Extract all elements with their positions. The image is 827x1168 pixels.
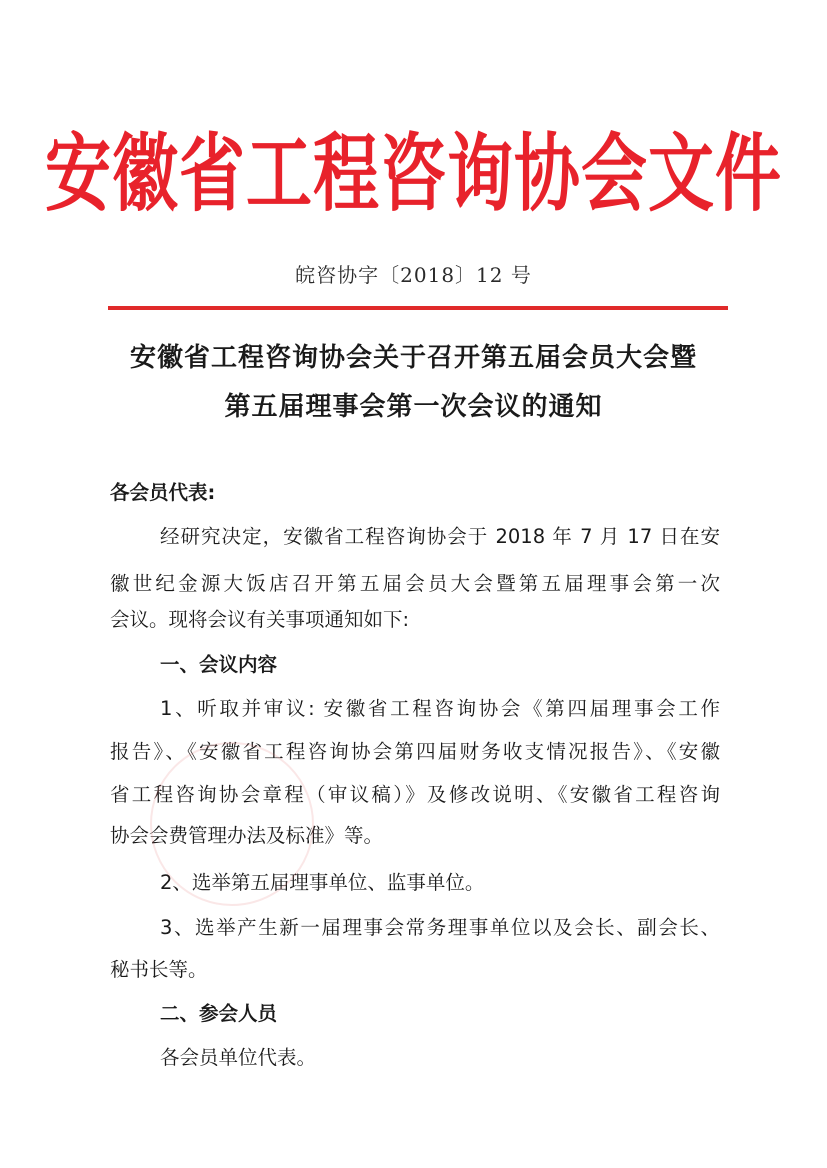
item-1-line: 协会会费管理办法及标准》等。 (110, 824, 384, 847)
salutation: 各会员代表: (110, 481, 216, 504)
attendees-body: 各会员单位代表。 (160, 1046, 317, 1069)
document-number: 皖咨协字〔2018〕12 号 (295, 263, 532, 287)
section-heading-attendees: 二、参会人员 (160, 1002, 278, 1025)
section-heading-meeting-content: 一、会议内容 (160, 653, 278, 676)
intro-line: 会议。现将会议有关事项通知如下: (110, 608, 410, 631)
red-divider-line (108, 306, 728, 310)
notice-title-line-1: 安徽省工程咨询协会关于召开第五届会员大会暨 (129, 343, 697, 373)
intro-line: 经研究决定，安徽省工程咨询协会于 2018 年 7 月 17 日在安 (160, 525, 720, 548)
intro-line: 徽世纪金源大饭店召开第五届会员大会暨第五届理事会第一次 (110, 572, 720, 595)
item-1-line: 报告》、《安徽省工程咨询协会第四届财务收支情况报告》、《安徽 (110, 740, 720, 763)
notice-title-line-2: 第五届理事会第一次会议的通知 (224, 392, 603, 422)
item-3-line: 秘书长等。 (110, 958, 208, 981)
item-1-line: 省工程咨询协会章程（审议稿）》及修改说明、《安徽省工程咨询 (110, 783, 720, 806)
item-2: 2、选举第五届理事单位、监事单位。 (160, 871, 485, 894)
item-3-line: 3、选举产生新一届理事会常务理事单位以及会长、副会长、 (160, 916, 720, 939)
item-1-line: 1、听取并审议: 安徽省工程咨询协会《第四届理事会工作 (160, 697, 720, 720)
masthead-title: 安徽省工程咨询协会文件 (45, 123, 782, 224)
